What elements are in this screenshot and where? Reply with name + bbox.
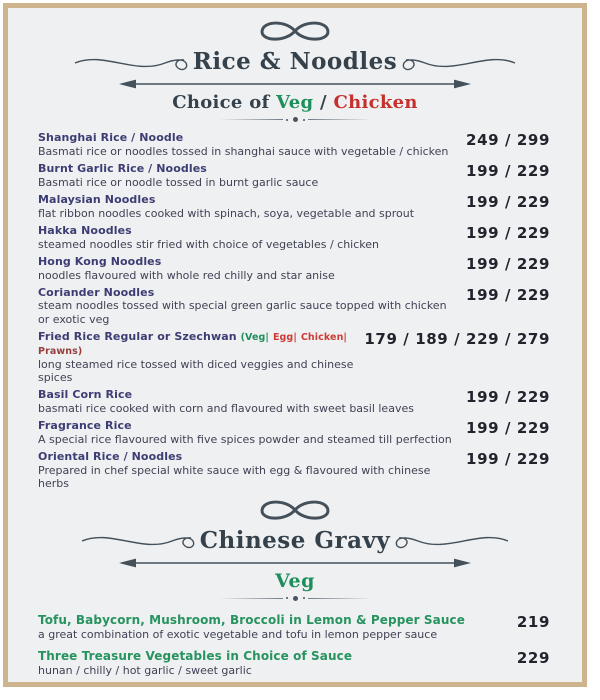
infinity-ornament-icon bbox=[253, 496, 337, 524]
menu-item-fried-rice bbox=[38, 330, 550, 384]
item-price: 179 / 189 / 229 / 279 bbox=[364, 329, 550, 348]
flourish-right-icon bbox=[392, 527, 510, 553]
item-name: Hong Kong Noodles bbox=[38, 254, 162, 268]
item-name: Burnt Garlic Rice / Noodles bbox=[38, 161, 207, 175]
menu-item-malaysian-noodles bbox=[38, 193, 550, 220]
section-header-rice-noodles bbox=[8, 48, 582, 75]
flourish-left-icon bbox=[73, 49, 191, 75]
flourish-right-icon bbox=[399, 49, 517, 75]
item-name: Fragrance Rice bbox=[38, 418, 132, 432]
item-name: Basil Corn Rice bbox=[38, 387, 133, 401]
menu-item-basil-corn-rice bbox=[38, 388, 550, 415]
item-price: 199 / 229 bbox=[466, 387, 550, 406]
item-description: hunan / chilly / hot garlic / sweet garlic bbox=[38, 664, 252, 678]
variant-tag-prawns: Prawns) bbox=[38, 345, 83, 357]
item-price: 229 bbox=[516, 649, 550, 668]
item-description: flat ribbon noodles cooked with spinach, soya, vegetable and sprout bbox=[38, 206, 415, 220]
item-price: 199 / 229 bbox=[466, 449, 550, 468]
arrow-divider-icon bbox=[119, 558, 471, 568]
item-description: basmati rice cooked with corn and flavoured with sweet basil leaves bbox=[38, 401, 414, 415]
item-description: Basmati rice or noodles tossed in shanghai sauce with vegetable / chicken bbox=[38, 144, 449, 158]
item-price: 199 / 229 bbox=[466, 285, 550, 304]
item-price: 199 / 229 bbox=[466, 418, 550, 437]
infinity-ornament-icon bbox=[253, 17, 337, 45]
rice-noodles-item-list bbox=[8, 131, 582, 490]
menu-item-hong-kong-noodles bbox=[38, 255, 550, 282]
menu-item-coriander-noodles bbox=[38, 286, 550, 326]
subtitle-veg: Veg bbox=[276, 92, 314, 113]
item-price: 199 / 229 bbox=[466, 192, 550, 211]
item-description: steam noodles tossed with special green garlic sauce topped with chicken or exotic veg bbox=[38, 299, 447, 326]
item-name: Shanghai Rice / Noodle bbox=[38, 131, 184, 144]
item-name: Fried Rice Regular or Szechwan bbox=[38, 329, 237, 343]
item-description: long steamed rice tossed with diced veggies and chinese spices bbox=[38, 357, 354, 384]
subtitle-prefix: Choice of bbox=[172, 92, 277, 113]
item-description: noodles flavoured with whole red chilly and star anise bbox=[38, 268, 335, 282]
item-price: 199 / 229 bbox=[466, 223, 550, 242]
chinese-gravy-item-list bbox=[8, 613, 582, 677]
subtitle-separator: / bbox=[313, 92, 334, 113]
arrow-divider-icon bbox=[119, 79, 471, 89]
item-description: a great combination of exotic vegetable and tofu in lemon pepper sauce bbox=[38, 627, 438, 641]
item-description: Basmati rice or noodle tossed in burnt garlic sauce bbox=[38, 175, 319, 189]
subtitle-chicken: Chicken bbox=[333, 92, 418, 113]
flourish-left-icon bbox=[80, 527, 198, 553]
menu-item-tofu-babycorn bbox=[38, 613, 550, 641]
menu-item-three-treasure bbox=[38, 649, 550, 677]
item-price: 199 / 229 bbox=[466, 254, 550, 273]
menu-item-shanghai-rice bbox=[38, 131, 550, 158]
section-title: Rice & Noodles bbox=[192, 48, 398, 75]
item-name: Malaysian Noodles bbox=[38, 192, 156, 206]
item-name: Hakka Noodles bbox=[38, 223, 132, 237]
item-description: steamed noodles stir fried with choice of vegetables / chicken bbox=[38, 237, 380, 251]
menu-item-fragrance-rice bbox=[38, 419, 550, 446]
variant-tag-egg: Egg| bbox=[272, 331, 297, 343]
menu-item-burnt-garlic bbox=[38, 162, 550, 189]
menu-page bbox=[3, 3, 587, 687]
item-name: Coriander Noodles bbox=[38, 285, 155, 299]
menu-item-oriental-rice bbox=[38, 450, 550, 490]
dot-divider-icon bbox=[8, 117, 582, 122]
variant-tag-veg: (Veg| bbox=[240, 331, 269, 343]
item-name: Oriental Rice / Noodles bbox=[38, 449, 183, 463]
section-header-chinese-gravy bbox=[8, 527, 582, 554]
item-description: A special rice flavoured with five spices powder and steamed till perfection bbox=[38, 432, 452, 446]
veg-subheading: Veg bbox=[275, 569, 315, 592]
variant-tag-chicken: Chicken| bbox=[300, 331, 348, 343]
item-description: Prepared in chef special white sauce with egg & flavoured with chinese herbs bbox=[38, 463, 431, 490]
item-name: Tofu, Babycorn, Mushroom, Broccoli in Lemon & Pepper Sauce bbox=[38, 612, 465, 627]
item-name: Three Treasure Vegetables in Choice of Sauce bbox=[38, 649, 353, 664]
section-subtitle bbox=[8, 92, 582, 113]
item-price: 219 bbox=[516, 612, 550, 631]
dot-divider-icon bbox=[8, 596, 582, 601]
menu-item-hakka-noodles bbox=[38, 224, 550, 251]
section-title: Chinese Gravy bbox=[199, 526, 391, 554]
item-price: 249 / 299 bbox=[466, 131, 550, 149]
item-price: 199 / 229 bbox=[466, 161, 550, 180]
